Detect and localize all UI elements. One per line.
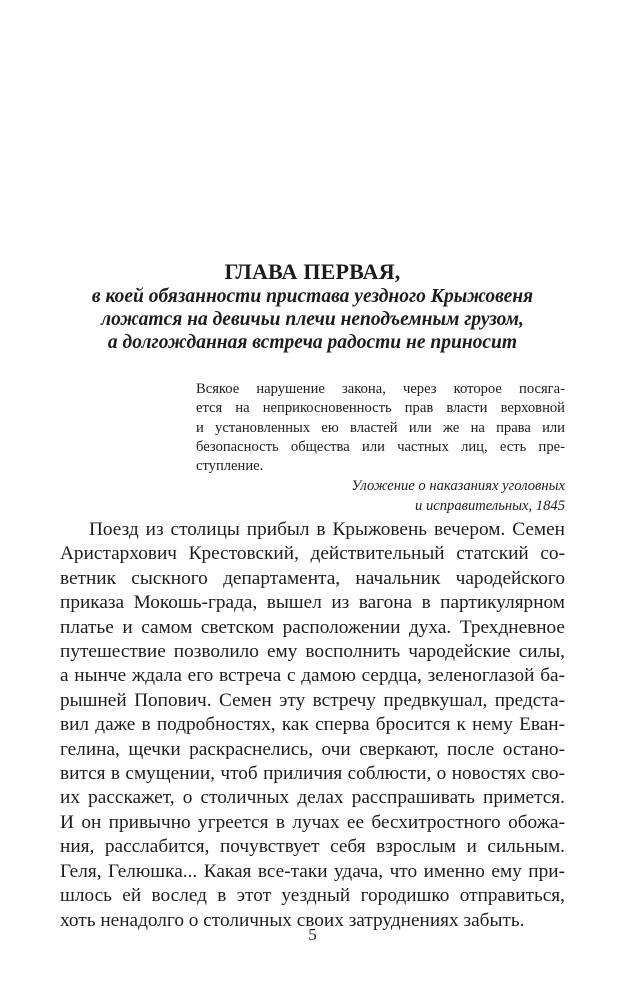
epigraph-line: безопасность общества или частных лиц, есть пре-: [196, 438, 565, 455]
chapter-subtitle-line: ложатся на девичьи плечи неподъемным грузом,: [101, 309, 524, 330]
body-line: рышней Попович. Семен эту встречу предвкушал, предста-: [60, 689, 565, 711]
body-line: гелина, щечки раскраснелись, очи сверкают, после остано-: [60, 738, 565, 760]
chapter-subtitle-line: а долгожданная встреча радости не приносит: [107, 332, 518, 353]
body-line: вится в смущении, чтоб приличия соблюсти, о новостях сво-: [60, 763, 565, 785]
body-line: хоть ненадолго о столичных своих затруднениях забыть.: [60, 909, 525, 931]
body-line: их расскажет, о столичных делах расспрашивать примется.: [60, 787, 565, 809]
body-line: приказа Мокошь-града, вышел из вагона в партикулярном: [60, 592, 565, 614]
epigraph-source-line: и исправительных, 1845: [415, 497, 565, 514]
body-line: ветник сыскного департамента, начальник чародейского: [60, 567, 565, 589]
body-line: ния, расслабится, почувствует себя взрослым и сильным.: [60, 836, 565, 858]
epigraph: [196, 380, 565, 516]
body-line: шлось ей вослед в этот уездный городишко отправиться,: [60, 885, 565, 907]
epigraph-line: ется на неприкосновенность прав власти верховной: [196, 400, 565, 417]
chapter-title: ГЛАВА ПЕРВАЯ,: [224, 259, 401, 284]
body-line: платье и самом светском расположении духа. Трехдневное: [60, 616, 565, 638]
body-line: Геля, Гелюшка... Какая все-таки удача, что именно ему при-: [60, 860, 565, 882]
body-line: Поезд из столицы прибыл в Крыжовень вечером. Семен: [89, 519, 565, 540]
body-line: И он привычно угреется в лучах ее бесхитростного обожа-: [60, 811, 565, 833]
body-line: Аристархович Крестовский, действительный статский со-: [60, 543, 565, 565]
epigraph-source-line: Уложение о наказаниях уголовных: [351, 478, 565, 495]
body-line: а нынче ждала его встреча с дамою сердца, зеленоглазой ба-: [60, 665, 565, 687]
chapter-heading: [60, 258, 565, 354]
body-line: вил даже в подробностях, как сперва бросится к нему Еван-: [60, 714, 565, 736]
chapter-subtitle-line: в коей обязанности пристава уездного Крыжовеня: [91, 286, 534, 307]
body-paragraph: [60, 518, 565, 933]
epigraph-line: ступление.: [196, 458, 264, 475]
epigraph-line: Всякое нарушение закона, через которое посяга-: [196, 381, 565, 397]
body-line: путешествие позволило ему восполнить чародейские силы,: [60, 641, 565, 663]
page-number: 5: [308, 925, 317, 944]
epigraph-line: и установленных ею властей или же на права или: [196, 419, 565, 436]
